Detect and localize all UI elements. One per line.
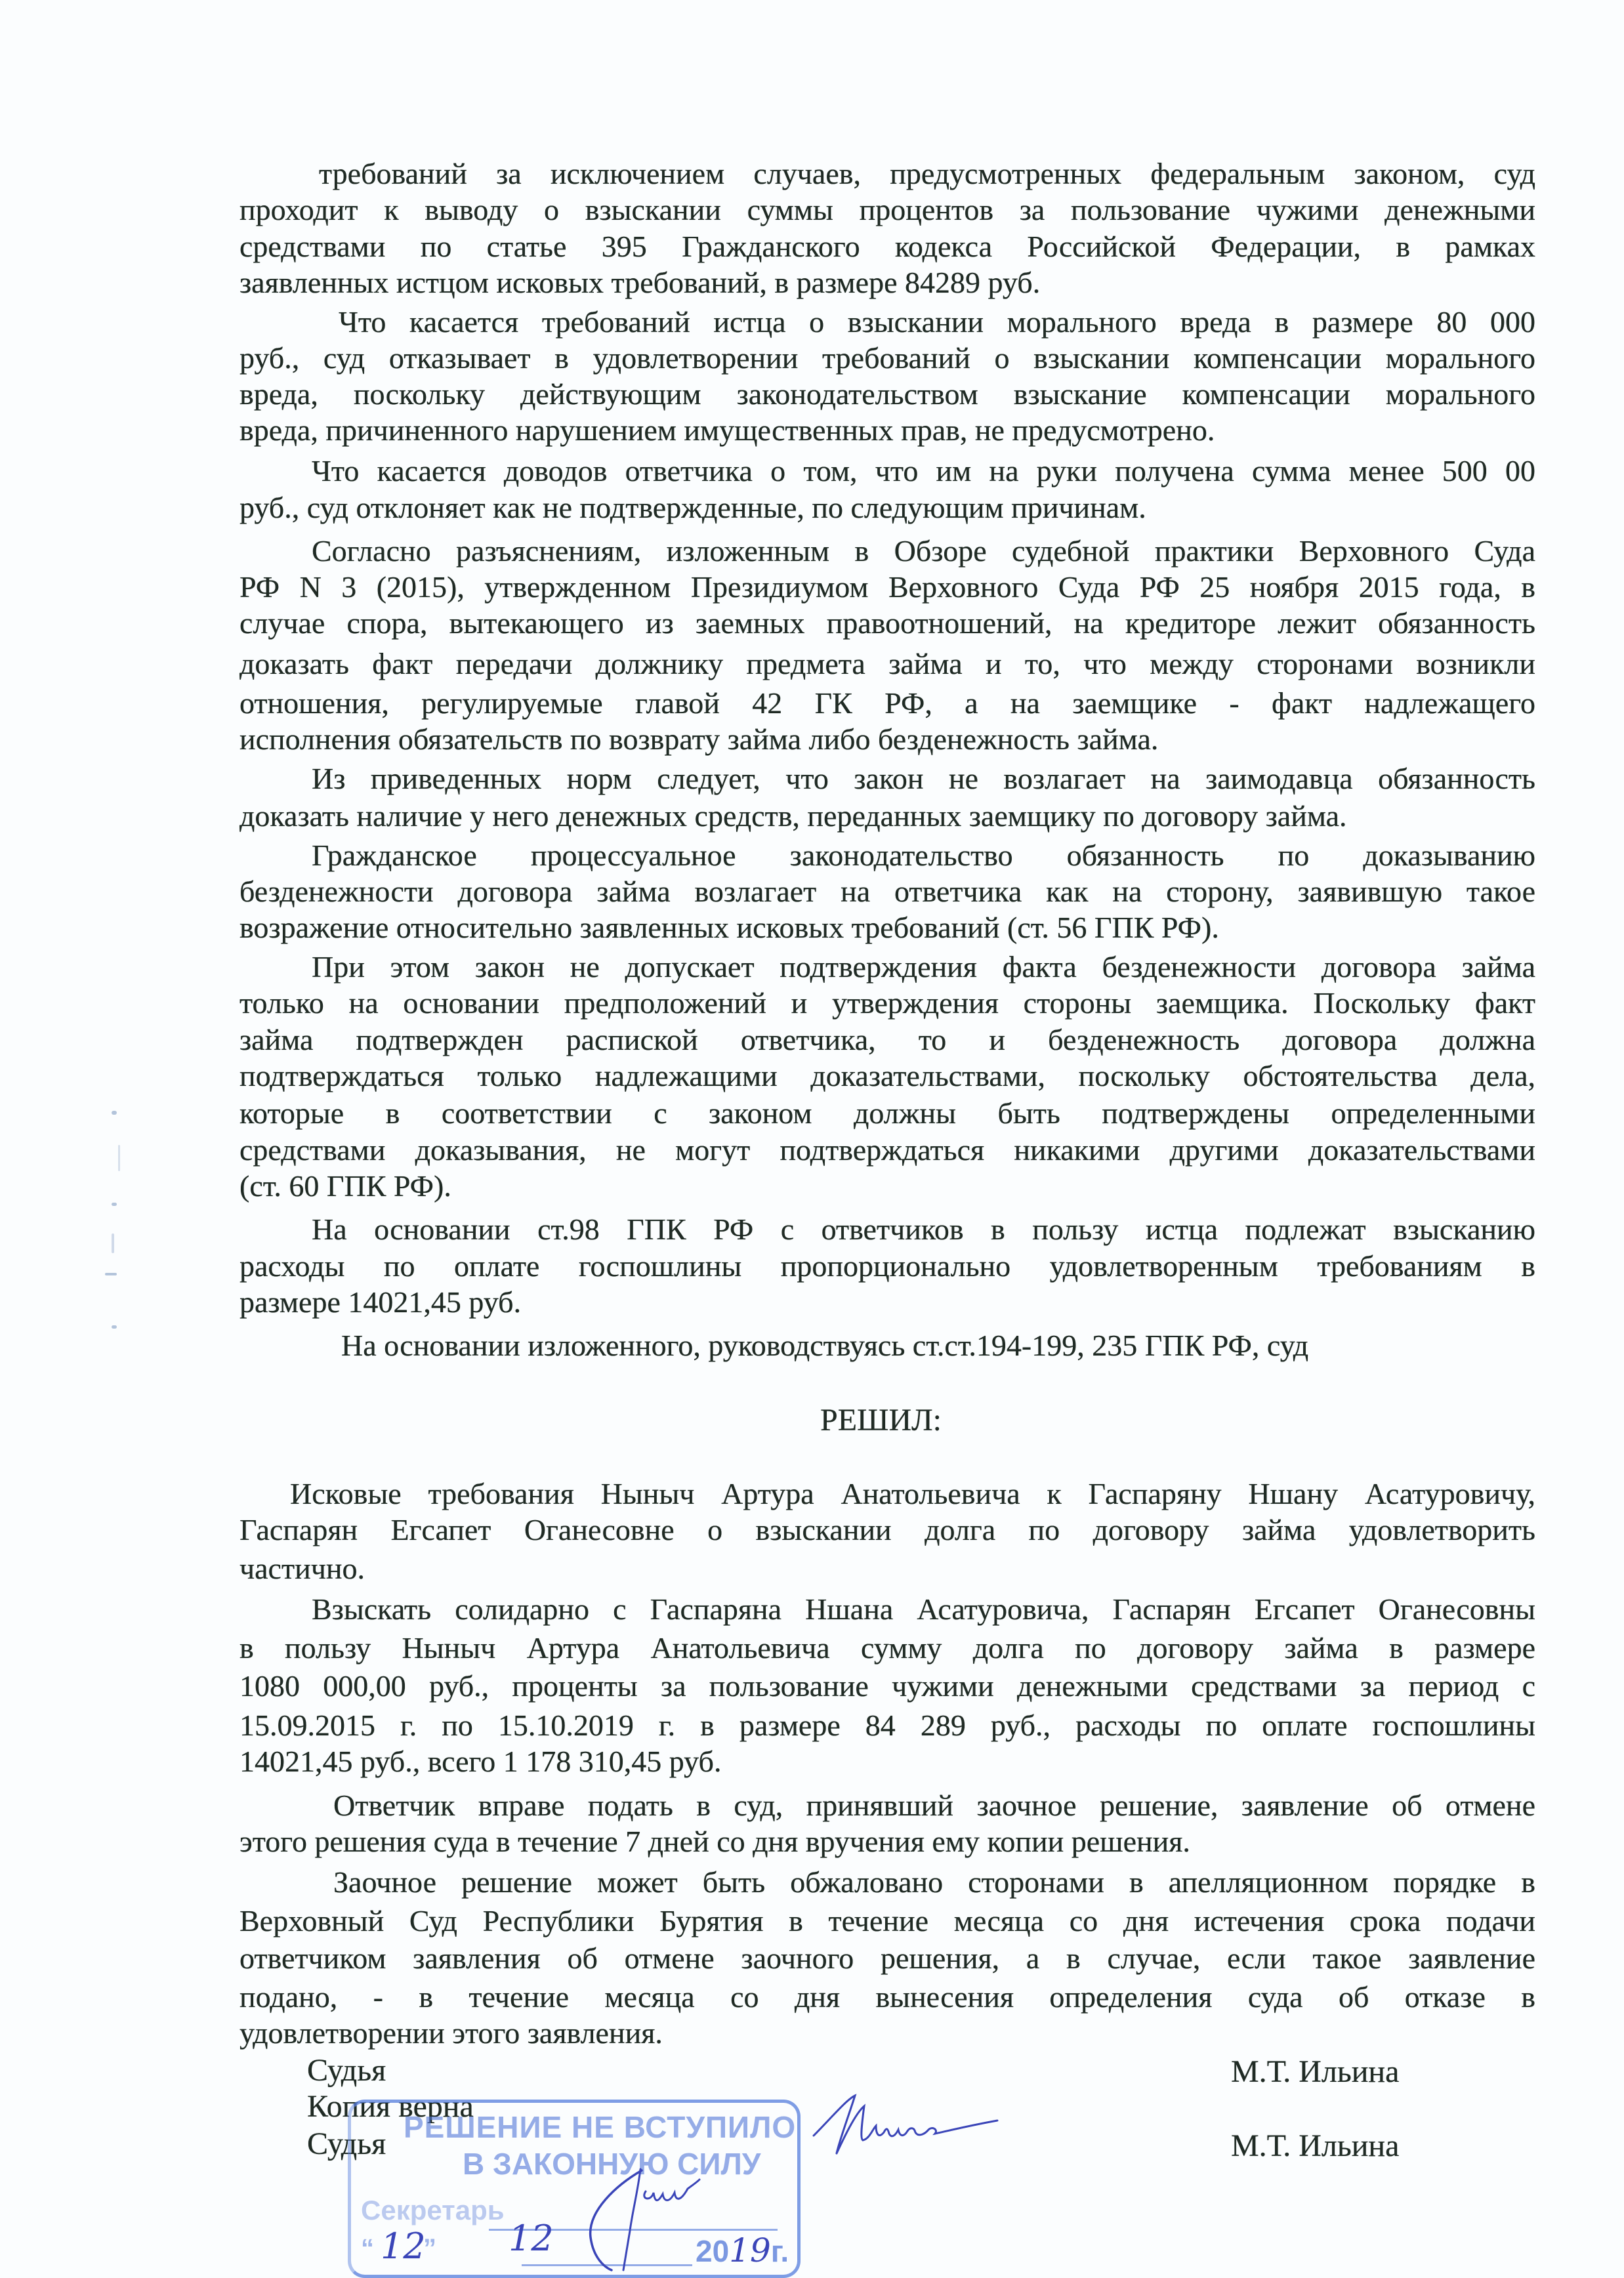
text-line: Что касается доводов ответчика о том, что им на руки получена сумма менее 500 00	[312, 454, 1535, 487]
stamp-quote-close: ”	[423, 2234, 436, 2263]
text-line: заявленных истцом исковых требований, в размере 84289 руб.	[239, 266, 1041, 299]
text-line: средствами по статье 395 Гражданского кодекса Российской Федерации, в рамках	[239, 230, 1535, 263]
decision-line: этого решения суда в течение 7 дней со дня вручения ему копии решения.	[239, 1825, 1190, 1858]
text-line: На основании изложенного, руководствуясь ст.ст.194-199, 235 ГПК РФ, суд	[341, 1329, 1309, 1362]
judge-label-2: Судья	[307, 2126, 386, 2161]
secretary-signature	[577, 2165, 722, 2274]
margin-mark	[112, 1203, 117, 1206]
text-line: При этом закон не допускает подтверждения факта безденежности договора займа	[312, 950, 1535, 984]
text-line: (ст. 60 ГПК РФ).	[239, 1169, 451, 1203]
stamp-line-1: РЕШЕНИЕ НЕ ВСТУПИЛО	[404, 2110, 797, 2144]
margin-mark	[105, 1273, 117, 1275]
decision-line: Исковые требования Ныныч Артура Анатольевича к Гаспаряну Ншану Асатуровичу,	[290, 1477, 1535, 1510]
margin-mark	[112, 1111, 117, 1115]
text-line: займа подтвержден распиской ответчика, то и безденежность договора должна	[239, 1023, 1535, 1056]
text-line: вреда, поскольку действующим законодательством взыскание компенсации морального	[239, 377, 1535, 411]
handwritten-month: 12	[509, 2218, 554, 2259]
judge-signature	[810, 2093, 1001, 2159]
text-line: возражение относительно заявленных исковых требований (ст. 56 ГПК РФ).	[239, 911, 1219, 944]
text-line: которые в соответствии с законом должны быть подтверждены определенными	[239, 1096, 1535, 1130]
decision-line: Заочное решение может быть обжаловано сторонами в апелляционном порядке в	[333, 1865, 1535, 1899]
text-line: случае спора, вытекающего из заемных правоотношений, на кредиторе лежит обязанность	[239, 606, 1535, 640]
decision-line: удовлетворении этого заявления.	[239, 2016, 663, 2050]
decision-line: ответчиком заявления об отмене заочного решения, а в случае, если такое заявление	[239, 1941, 1535, 1975]
judge-name-2: М.Т. Ильина	[1231, 2128, 1400, 2163]
stamp-handwritten-year: 19	[729, 2231, 771, 2269]
text-line: Что касается требований истца о взыскании морального вреда в размере 80 000	[339, 305, 1535, 339]
decision-line: подано, - в течение месяца со дня вынесения определения суда об отказе в	[239, 1980, 1535, 2014]
stamp-year-suffix: г.	[770, 2234, 789, 2268]
text-line: размере 14021,45 руб.	[239, 1285, 522, 1319]
text-line: только на основании предположений и утверждения стороны заемщика. Поскольку факт	[239, 986, 1535, 1020]
margin-mark	[118, 1145, 120, 1171]
decision-line: Взыскать солидарно с Гаспаряна Ншана Асатуровича, Гаспарян Егсапет Оганесовны	[312, 1592, 1535, 1626]
text-line: проходит к выводу о взыскании суммы процентов за пользование чужими денежными	[239, 193, 1535, 226]
stamp-line-2: В ЗАКОННУЮ СИЛУ	[463, 2147, 761, 2181]
text-line: безденежности договора займа возлагает на ответчика как на сторону, заявившую такое	[239, 875, 1535, 908]
decision-line: частично.	[239, 1552, 365, 1585]
text-line: требований за исключением случаев, предусмотренных федеральным законом, суд	[319, 157, 1535, 190]
text-line: подтверждаться только надлежащими доказательствами, поскольку обстоятельства дела,	[239, 1059, 1535, 1092]
text-line: доказать наличие у него денежных средств, переданных заемщику по договору займа.	[239, 799, 1347, 833]
margin-mark	[112, 1233, 114, 1253]
judge-name: М.Т. Ильина	[1231, 2054, 1400, 2089]
copy-certified-label: Копия верна	[307, 2089, 474, 2124]
margin-mark	[112, 1325, 117, 1329]
text-line: Из приведенных норм следует, что закон не возлагает на заимодавца обязанность	[312, 762, 1535, 795]
stamp-secretary-label: Секретарь	[361, 2195, 505, 2226]
decision-heading: РЕШИЛ:	[820, 1403, 942, 1438]
decision-line: Ответчик вправе подать в суд, принявший заочное решение, заявление об отмене	[333, 1789, 1535, 1822]
decision-line: 15.09.2015 г. по 15.10.2019 г. в размере 84 289 руб., расходы по оплате госпошлины	[239, 1708, 1535, 1742]
decision-line: 14021,45 руб., всего 1 178 310,45 руб.	[239, 1745, 722, 1778]
text-line: отношения, регулируемые главой 42 ГК РФ, а на заемщике - факт надлежащего	[239, 686, 1535, 720]
decision-line: 1080 000,00 руб., проценты за пользование чужими денежными средствами за период с	[239, 1669, 1535, 1703]
text-line: вреда, причиненного нарушением имущественных прав, не предусмотрено.	[239, 413, 1215, 447]
handwritten-day: 12	[381, 2226, 426, 2267]
decision-line: в пользу Ныныч Артура Анатольевича сумму долга по договору займа в размере	[239, 1631, 1535, 1665]
text-line: средствами доказывания, не могут подтверждаться никакими другими доказательствами	[239, 1133, 1535, 1167]
text-line: РФ N 3 (2015), утвержденном Президиумом Верховного Суда РФ 25 ноября 2015 года, в	[239, 570, 1535, 604]
text-line: На основании ст.98 ГПК РФ с ответчиков в пользу истца подлежат взысканию	[312, 1212, 1535, 1246]
text-line: Гражданское процессуальное законодательство обязанность по доказыванию	[312, 839, 1535, 872]
judge-label: Судья	[307, 2053, 386, 2088]
text-line: доказать факт передачи должнику предмета займа и то, что между сторонами возникли	[239, 647, 1535, 680]
text-line: руб., суд отклоняет как не подтвержденные, по следующим причинам.	[239, 491, 1146, 524]
text-line: расходы по оплате госпошлины пропорционально удовлетворенным требованиям в	[239, 1249, 1535, 1283]
text-line: Согласно разъяснениям, изложенным в Обзоре судебной практики Верховного Суда	[312, 534, 1535, 568]
decision-line: Гаспарян Егсапет Оганесовне о взыскании долга по договору займа удовлетворить	[239, 1513, 1535, 1546]
stamp-quote-open: “	[361, 2234, 374, 2263]
text-line: руб., суд отказывает в удовлетворении требований о взыскании компенсации морального	[239, 341, 1535, 375]
text-line: исполнения обязательств по возврату займа либо безденежность займа.	[239, 722, 1159, 756]
decision-line: Верховный Суд Республики Бурятия в течение месяца со дня истечения срока подачи	[239, 1904, 1535, 1937]
stamp-year-prefix: 20	[696, 2234, 730, 2268]
